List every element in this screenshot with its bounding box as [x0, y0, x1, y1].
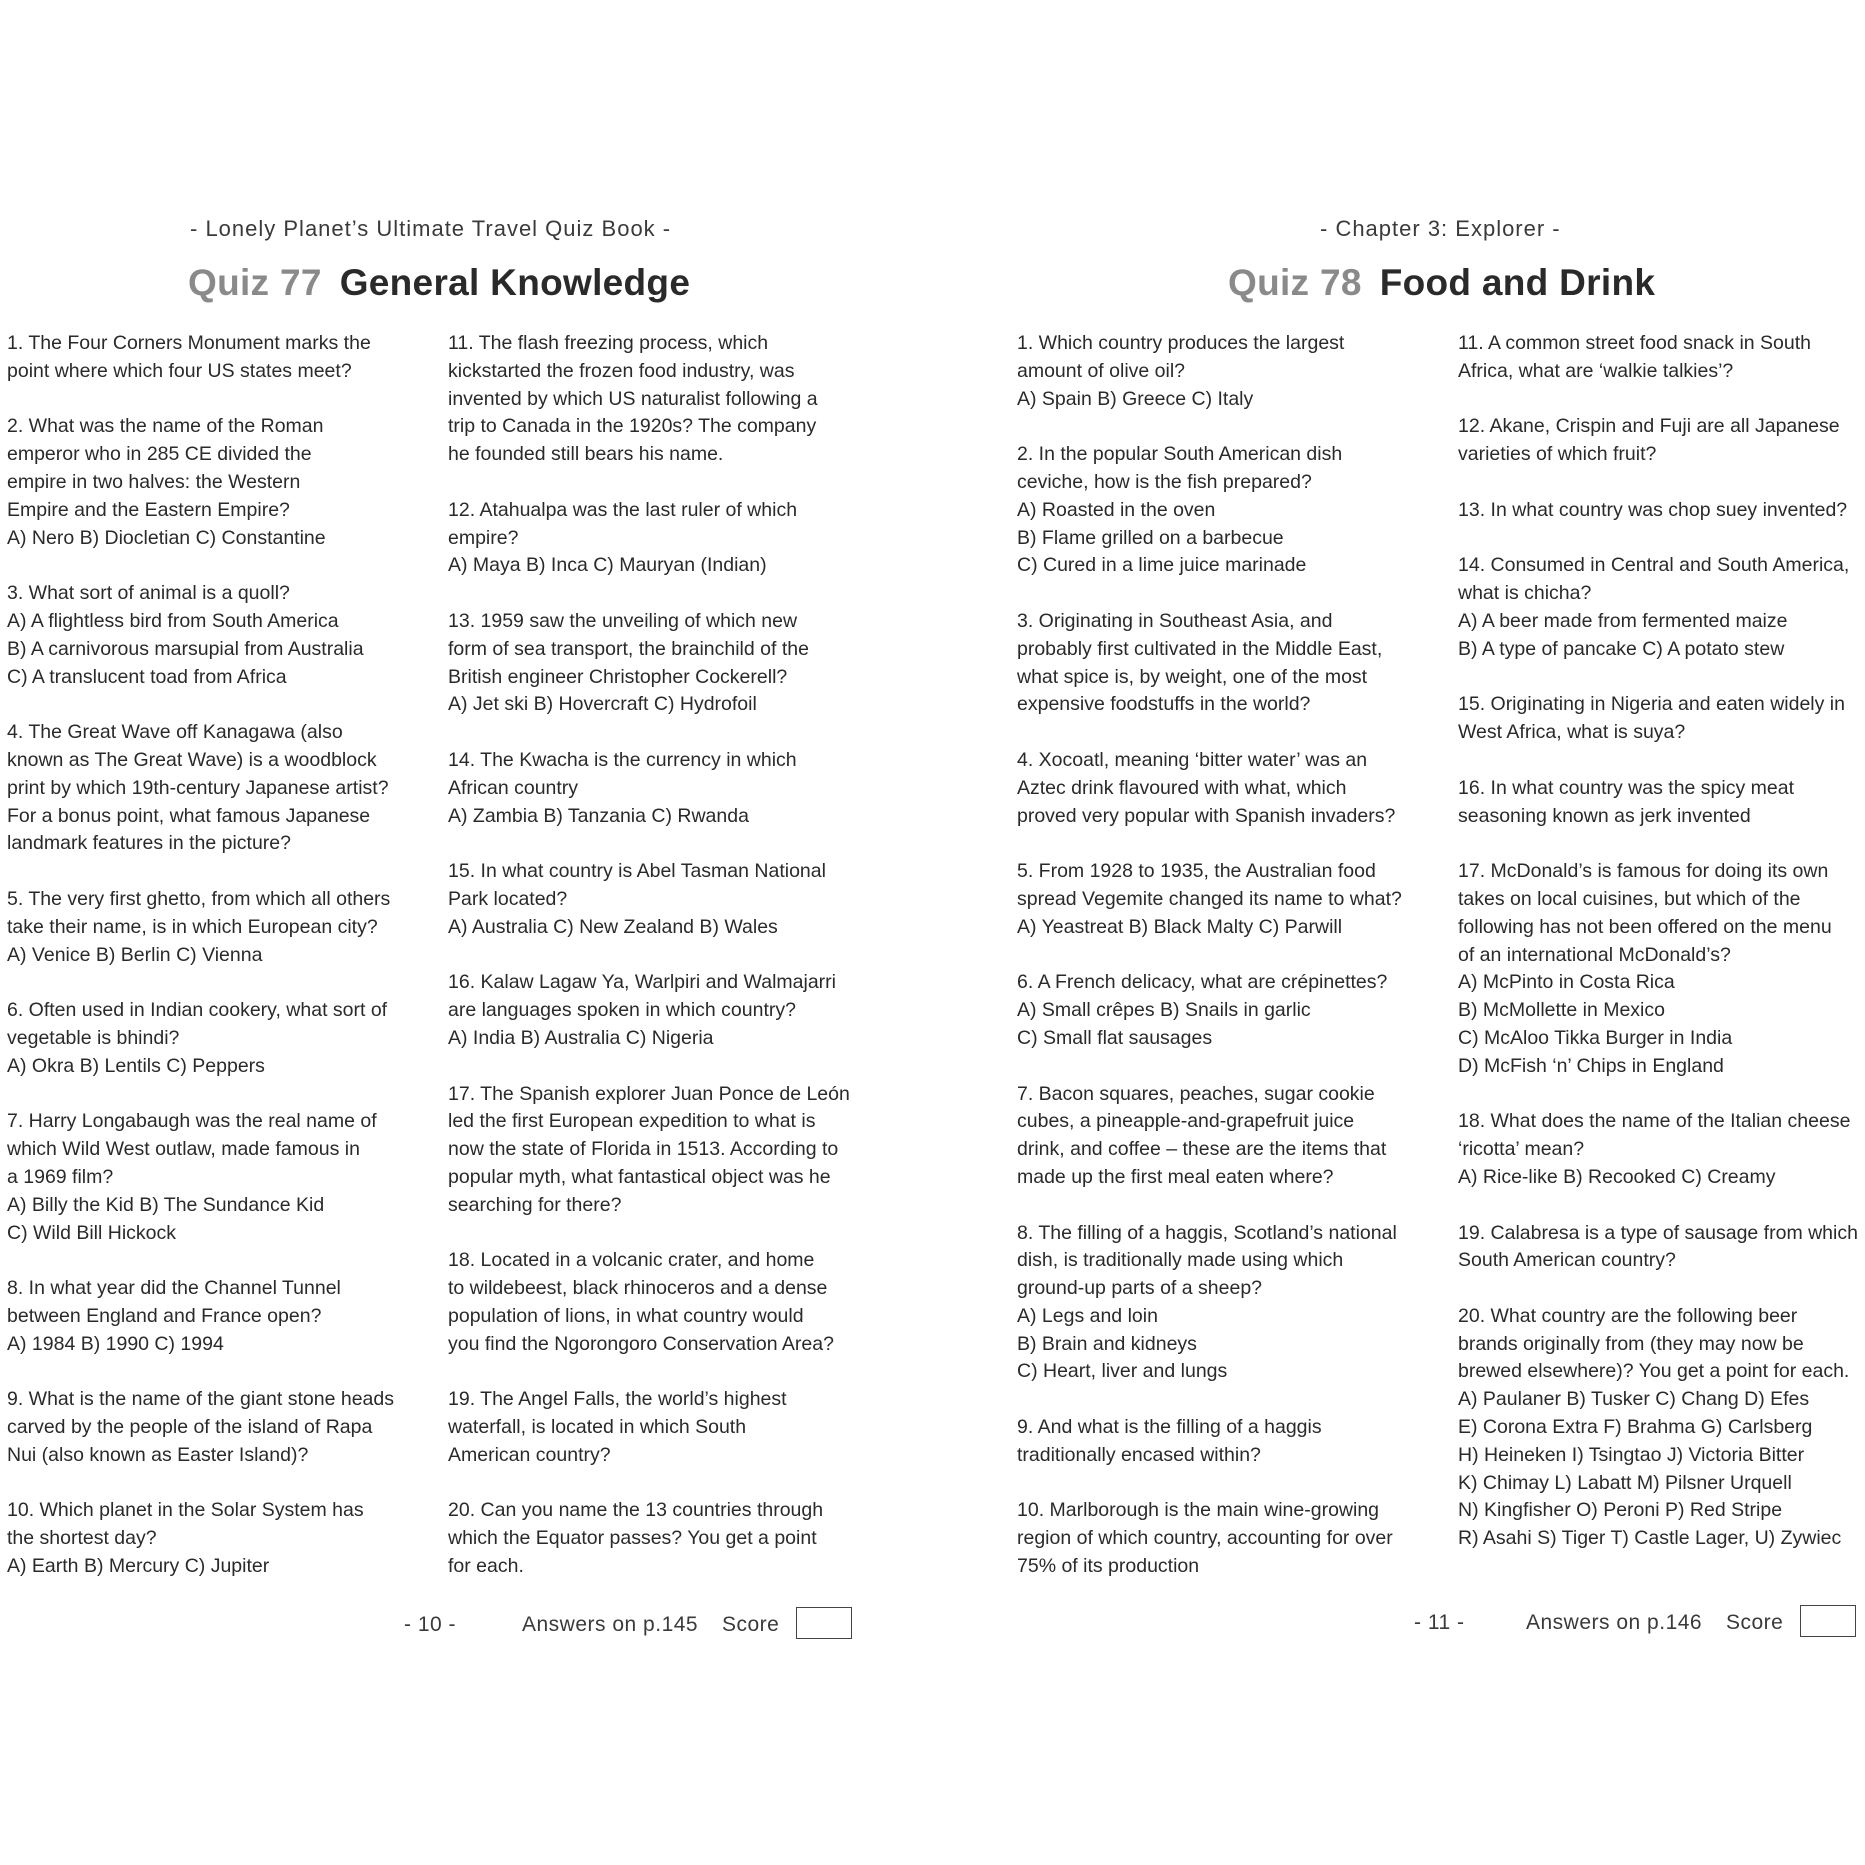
question-line: 7. Harry Longabaugh was the real name of — [7, 1110, 377, 1133]
question-line: 13. 1959 saw the unveiling of which new — [448, 609, 798, 632]
question-line: A) Paulaner B) Tusker C) Chang D) Efes — [1458, 1388, 1810, 1411]
question-line: carved by the people of the island of Rapa — [7, 1416, 373, 1439]
question-line: emperor who in 285 CE divided the — [7, 443, 312, 466]
question-line: region of which country, accounting for over — [1017, 1527, 1393, 1550]
question-line: 75% of its production — [1017, 1555, 1200, 1578]
quiz-question — [1017, 747, 1442, 830]
question-column-left — [1017, 330, 1442, 1609]
quiz-question — [1017, 441, 1442, 580]
question-line: empire in two halves: the Western — [7, 470, 301, 493]
question-line: A) Yeastreat B) Black Malty C) Parwill — [1017, 915, 1343, 938]
question-line: 4. The Great Wave off Kanagawa (also — [7, 721, 343, 744]
question-line: ceviche, how is the fish prepared? — [1017, 470, 1312, 493]
question-line: A) Roasted in the oven — [1017, 498, 1216, 521]
question-line: 6. Often used in Indian cookery, what sort of — [7, 999, 388, 1022]
question-line: waterfall, is located in which South — [448, 1416, 747, 1439]
question-line: 11. The flash freezing process, which — [448, 332, 769, 354]
question-line: a 1969 film? — [7, 1165, 114, 1188]
question-line: 15. In what country is Abel Tasman National — [448, 860, 826, 883]
page-number: - 10 - — [404, 1613, 457, 1636]
quiz-question — [1017, 1081, 1442, 1192]
question-line: 15. Originating in Nigeria and eaten widely in — [1458, 693, 1845, 716]
quiz-question — [7, 1108, 432, 1247]
quiz-question — [1017, 1414, 1442, 1470]
question-line: 16. In what country was the spicy meat — [1458, 776, 1794, 799]
quiz-question — [448, 330, 873, 469]
question-line: 7. Bacon squares, peaches, sugar cookie — [1017, 1082, 1375, 1105]
question-line: A) Okra B) Lentils C) Peppers — [7, 1054, 265, 1077]
question-line: 8. In what year did the Channel Tunnel — [7, 1277, 341, 1300]
question-line: South American country? — [1458, 1249, 1676, 1272]
question-line: ground-up parts of a sheep? — [1017, 1277, 1263, 1300]
question-line: which the Equator passes? You get a point — [448, 1527, 817, 1550]
question-line: what is chicha? — [1458, 582, 1592, 605]
quiz-question — [7, 997, 432, 1080]
question-line: 9. And what is the filling of a haggis — [1017, 1416, 1322, 1439]
quiz-number: Quiz 78 — [1228, 262, 1362, 303]
question-line: Africa, what are ‘walkie talkies’? — [1458, 359, 1734, 382]
question-line: American country? — [448, 1443, 611, 1466]
question-line: between England and France open? — [7, 1304, 322, 1327]
right-page — [1010, 0, 1865, 1865]
quiz-question — [7, 719, 432, 858]
question-line: cubes, a pineapple-and-grapefruit juice — [1017, 1110, 1355, 1133]
question-line: for each. — [448, 1555, 524, 1578]
question-line: popular myth, what fantastical object was he — [448, 1165, 831, 1188]
question-line: A) India B) Australia C) Nigeria — [448, 1026, 714, 1049]
question-line: A) 1984 B) 1990 C) 1994 — [7, 1332, 224, 1355]
question-line: to wildebeest, black rhinoceros and a dense — [448, 1277, 828, 1300]
question-line: empire? — [448, 526, 519, 549]
running-head: - Chapter 3: Explorer - — [1320, 216, 1561, 241]
score-label: Score — [722, 1613, 780, 1636]
question-line: 13. In what country was chop suey invented? — [1458, 498, 1848, 521]
question-line: led the first European expedition to what is — [448, 1110, 816, 1133]
question-line: 1. Which country produces the largest — [1017, 332, 1345, 354]
quiz-question — [1458, 1303, 1865, 1553]
quiz-title: Food and Drink — [1379, 262, 1656, 303]
quiz-question — [7, 1275, 432, 1358]
question-line: H) Heineken I) Tsingtao J) Victoria Bitter — [1458, 1443, 1805, 1466]
question-line: 12. Akane, Crispin and Fuji are all Japanese — [1458, 415, 1840, 438]
answers-reference: Answers on p.145 — [522, 1613, 699, 1636]
question-line: A) Earth B) Mercury C) Jupiter — [7, 1555, 270, 1578]
question-line: A) A beer made from fermented maize — [1458, 609, 1788, 632]
question-line: amount of olive oil? — [1017, 359, 1186, 382]
quiz-question — [1458, 552, 1865, 663]
question-line: Park located? — [448, 887, 568, 910]
question-line: A) Venice B) Berlin C) Vienna — [7, 943, 263, 966]
quiz-question — [448, 969, 873, 1052]
quiz-question — [448, 1247, 873, 1358]
question-line: trip to Canada in the 1920s? The company — [448, 415, 817, 438]
question-line: drink, and coffee – these are the items that — [1017, 1138, 1387, 1161]
question-line: R) Asahi S) Tiger T) Castle Lager, U) Zywiec — [1458, 1527, 1842, 1550]
answers-reference: Answers on p.146 — [1526, 1611, 1703, 1634]
question-line: traditionally encased within? — [1017, 1443, 1261, 1466]
quiz-question — [448, 1497, 873, 1580]
question-line: 3. Originating in Southeast Asia, and — [1017, 609, 1333, 632]
question-line: 11. A common street food snack in South — [1458, 332, 1812, 354]
question-line: C) Heart, liver and lungs — [1017, 1360, 1228, 1383]
question-line: now the state of Florida in 1513. According to — [448, 1138, 839, 1161]
quiz-question — [1017, 1497, 1442, 1580]
left-page — [0, 0, 900, 1865]
question-line: 1. The Four Corners Monument marks the — [7, 332, 371, 354]
question-line: B) Flame grilled on a barbecue — [1017, 526, 1284, 549]
question-line: Aztec drink flavoured with what, which — [1017, 776, 1347, 799]
question-line: known as The Great Wave) is a woodblock — [7, 748, 377, 771]
question-line: vegetable is bhindi? — [7, 1026, 180, 1049]
quiz-question — [7, 580, 432, 691]
quiz-question — [448, 858, 873, 941]
question-line: which Wild West outlaw, made famous in — [7, 1138, 360, 1161]
question-line: British engineer Christopher Cockerell? — [448, 665, 788, 688]
question-line: B) Brain and kidneys — [1017, 1332, 1197, 1355]
quiz-question — [1017, 608, 1442, 719]
question-line: 17. The Spanish explorer Juan Ponce de León — [448, 1082, 850, 1105]
question-line: 10. Which planet in the Solar System has — [7, 1499, 364, 1522]
question-line: ‘ricotta’ mean? — [1458, 1138, 1585, 1161]
question-line: searching for there? — [448, 1193, 622, 1216]
quiz-question — [448, 1386, 873, 1469]
question-line: C) Small flat sausages — [1017, 1026, 1213, 1049]
question-line: African country — [448, 776, 579, 799]
question-line: 14. The Kwacha is the currency in which — [448, 748, 797, 771]
question-line: B) A carnivorous marsupial from Australia — [7, 637, 364, 660]
question-line: 6. A French delicacy, what are crépinettes? — [1017, 971, 1388, 994]
question-line: 8. The filling of a haggis, Scotland’s national — [1017, 1221, 1397, 1244]
question-line: spread Vegemite changed its name to what? — [1017, 887, 1402, 910]
question-line: 18. Located in a volcanic crater, and home — [448, 1249, 815, 1272]
question-line: 2. What was the name of the Roman — [7, 415, 324, 438]
question-line: 18. What does the name of the Italian cheese — [1458, 1110, 1851, 1133]
question-line: Nui (also known as Easter Island)? — [7, 1443, 309, 1466]
question-line: dish, is traditionally made using which — [1017, 1249, 1344, 1272]
question-line: C) McAloo Tikka Burger in India — [1458, 1026, 1733, 1049]
quiz-question — [7, 1386, 432, 1469]
quiz-question — [448, 608, 873, 719]
question-line: population of lions, in what country would — [448, 1304, 804, 1327]
quiz-question — [1017, 858, 1442, 941]
quiz-question — [1458, 413, 1865, 469]
question-line: you find the Ngorongoro Conservation Area? — [448, 1332, 834, 1355]
quiz-question — [7, 1497, 432, 1580]
question-line: 2. In the popular South American dish — [1017, 443, 1343, 466]
question-line: brands originally from (they may now be — [1458, 1332, 1804, 1355]
question-line: 19. The Angel Falls, the world’s highest — [448, 1388, 787, 1411]
question-line: C) A translucent toad from Africa — [7, 665, 287, 688]
question-line: 10. Marlborough is the main wine-growing — [1017, 1499, 1380, 1522]
quiz-question — [1458, 497, 1865, 525]
running-head: - Lonely Planet’s Ultimate Travel Quiz Book - — [190, 216, 672, 241]
question-line: 20. Can you name the 13 countries through — [448, 1499, 824, 1522]
question-line: take their name, is in which European city? — [7, 915, 378, 938]
question-line: B) A type of pancake C) A potato stew — [1458, 637, 1785, 660]
question-line: A) Zambia B) Tanzania C) Rwanda — [448, 804, 749, 827]
question-line: probably first cultivated in the Middle East, — [1017, 637, 1383, 660]
question-line: following has not been offered on the menu — [1458, 915, 1832, 938]
question-line: 14. Consumed in Central and South America, — [1458, 554, 1850, 577]
question-line: A) Billy the Kid B) The Sundance Kid — [7, 1193, 325, 1216]
question-line: A) Maya B) Inca C) Mauryan (Indian) — [448, 554, 767, 577]
quiz-question — [1458, 330, 1865, 386]
question-line: 16. Kalaw Lagaw Ya, Warlpiri and Walmajarri — [448, 971, 836, 994]
question-line: For a bonus point, what famous Japanese — [7, 804, 371, 827]
question-line: A) Spain B) Greece C) Italy — [1017, 387, 1254, 410]
question-line: varieties of which fruit? — [1458, 443, 1657, 466]
quiz-question — [1017, 1220, 1442, 1387]
quiz-question — [7, 413, 432, 552]
question-line: A) Jet ski B) Hovercraft C) Hydrofoil — [448, 693, 757, 716]
question-line: 3. What sort of animal is a quoll? — [7, 582, 290, 605]
question-line: B) McMollette in Mexico — [1458, 999, 1665, 1022]
quiz-question — [7, 330, 432, 386]
page-number: - 11 - — [1414, 1611, 1465, 1634]
question-line: he founded still bears his name. — [448, 443, 724, 466]
question-line: A) Legs and loin — [1017, 1304, 1158, 1327]
question-line: point where which four US states meet? — [7, 359, 352, 382]
question-line: proved very popular with Spanish invaders? — [1017, 804, 1396, 827]
quiz-question — [1458, 1108, 1865, 1191]
question-line: are languages spoken in which country? — [448, 999, 796, 1022]
question-line: what spice is, by weight, one of the most — [1017, 665, 1368, 688]
question-line: print by which 19th-century Japanese artist? — [7, 776, 389, 799]
question-line: made up the first meal eaten where? — [1017, 1165, 1334, 1188]
question-line: A) A flightless bird from South America — [7, 609, 339, 632]
score-label: Score — [1726, 1611, 1784, 1634]
question-line: of an international McDonald’s? — [1458, 943, 1731, 966]
question-line: A) Nero B) Diocletian C) Constantine — [7, 526, 326, 549]
question-column-right — [1458, 330, 1865, 1581]
question-line: 12. Atahualpa was the last ruler of which — [448, 498, 798, 521]
question-line: A) Small crêpes B) Snails in garlic — [1017, 999, 1311, 1022]
quiz-question — [1458, 1220, 1865, 1276]
question-line: A) Rice-like B) Recooked C) Creamy — [1458, 1165, 1776, 1188]
question-line: C) Cured in a lime juice marinade — [1017, 554, 1307, 577]
question-line: 5. The very first ghetto, from which all others — [7, 887, 391, 910]
question-line: 17. McDonald’s is famous for doing its own — [1458, 860, 1829, 883]
quiz-question — [1017, 969, 1442, 1052]
quiz-question — [7, 886, 432, 969]
quiz-question — [448, 1081, 873, 1220]
question-line: N) Kingfisher O) Peroni P) Red Stripe — [1458, 1499, 1783, 1522]
quiz-question — [1017, 330, 1442, 413]
question-line: form of sea transport, the brainchild of the — [448, 637, 809, 660]
question-line: 20. What country are the following beer — [1458, 1304, 1798, 1327]
question-line: the shortest day? — [7, 1527, 157, 1550]
quiz-question — [1458, 691, 1865, 747]
question-line: kickstarted the frozen food industry, was — [448, 359, 795, 382]
quiz-question — [448, 497, 873, 580]
question-line: invented by which US naturalist following a — [448, 387, 818, 410]
question-line: Empire and the Eastern Empire? — [7, 498, 290, 521]
quiz-question — [1458, 775, 1865, 831]
question-line: expensive foodstuffs in the world? — [1017, 693, 1311, 716]
quiz-question — [448, 747, 873, 830]
question-line: D) McFish ‘n’ Chips in England — [1458, 1054, 1724, 1077]
question-line: 19. Calabresa is a type of sausage from which — [1458, 1221, 1858, 1244]
question-line: 9. What is the name of the giant stone heads — [7, 1388, 394, 1411]
question-line: brewed elsewhere)? You get a point for each. — [1458, 1360, 1850, 1383]
question-column-left — [7, 330, 432, 1609]
question-line: 5. From 1928 to 1935, the Australian food — [1017, 860, 1376, 883]
quiz-title: General Knowledge — [339, 262, 691, 303]
score-box[interactable] — [796, 1607, 852, 1639]
quiz-number: Quiz 77 — [188, 262, 322, 303]
quiz-heading — [1228, 262, 1655, 304]
question-line: E) Corona Extra F) Brahma G) Carlsberg — [1458, 1416, 1813, 1439]
question-column-right — [448, 330, 873, 1609]
score-box[interactable] — [1800, 1605, 1856, 1637]
question-line: West Africa, what is suya? — [1458, 721, 1686, 744]
question-line: K) Chimay L) Labatt M) Pilsner Urquell — [1458, 1471, 1792, 1494]
question-line: landmark features in the picture? — [7, 832, 291, 855]
question-line: A) McPinto in Costa Rica — [1458, 971, 1675, 994]
question-line: A) Australia C) New Zealand B) Wales — [448, 915, 778, 938]
quiz-heading — [188, 262, 690, 304]
quiz-question — [1458, 858, 1865, 1080]
question-line: 4. Xocoatl, meaning ‘bitter water’ was an — [1017, 748, 1368, 771]
question-line: seasoning known as jerk invented — [1458, 804, 1751, 827]
question-line: C) Wild Bill Hickock — [7, 1221, 177, 1244]
question-line: takes on local cuisines, but which of the — [1458, 887, 1801, 910]
